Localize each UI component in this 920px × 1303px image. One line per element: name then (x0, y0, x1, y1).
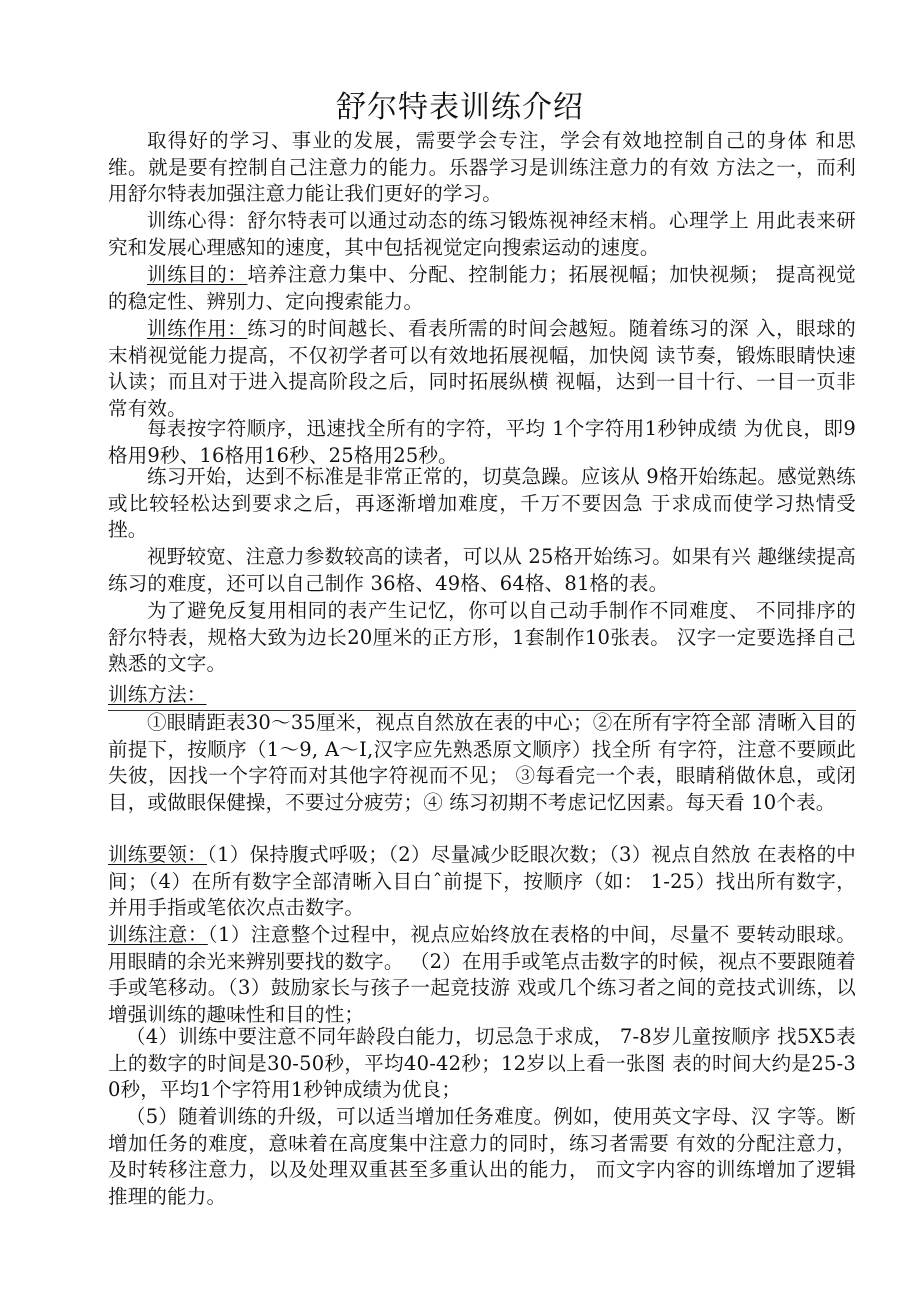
paragraph-intro: 取得好的学习、事业的发展，需要学会专注，学会有效地控制自己的身体 和思维。就是要有控制自己注意力的能力。乐器学习是训练注意力的有效 方法之一，而利用舒尔特表加强注意力能让我们更好的学习。 (108, 129, 856, 206)
effect-text: 练习的时间越长、看表所需的时间会越短。随着练习的深 入，眼球的末梢视觉能力提高，不仅初学者可以有效地拓展视幅，加快阅 读节奏，锻炼眼睛快速认读；而且对于进入提高阶段之后，同时拓展纵横 视幅，达到一目十行、一目一页非常有效。 (108, 317, 856, 420)
method-label: 训练方法： (108, 683, 207, 706)
paragraph-make: 为了避免反复用相同的表产生记忆，你可以自己动手制作不同难度、 不同排序的舒尔特表，规格大致为边长20厘米的正方形，1套制作10张表。 汉字一定要选择自己熟悉的文字。 (108, 599, 856, 676)
paragraph-advanced: 视野较宽、注意力参数较高的读者，可以从 25格开始练习。如果有兴 趣继续提高练习的难度，还可以自己制作 36格、49格、64格、81格的表。 (108, 545, 856, 595)
essentials-label: 训练要领： (108, 843, 208, 866)
effect-label: 训练作用： (147, 317, 248, 340)
essentials-text: （1）保持腹式呼吸；（2）尽量减少眨眼次数；（3）视点自然放 在表格的中间；（4）在所有数字全部清晰入目白ˆ前提下，按顺序（如： 1-25）找出所有数字，并用手指或笔依次点击数字。 (108, 843, 856, 920)
paragraph-notes (108, 922, 856, 1028)
page-title: 舒尔特表训练介绍 (336, 90, 584, 125)
paragraph-essentials (108, 842, 856, 922)
paragraph-method: ①眼睛距表30〜35厘米，视点自然放在表的中心；②在所有字符全部 清晰入目的前提下，按顺序（1〜9, A〜I,汉字应先熟悉原文顺序）找全所 有字符，注意不要顾此失彼，因找一个字符而对其他字符视而不见； ③每看完一个表，眼睛稍做休息，或闭目，或做眼保健操，不要过分疲劳；④ 练习初期不考虑记忆因素。每天看 10个表。 (108, 711, 856, 814)
paragraph-age: （4）训练中要注意不同年龄段白能力，切忌急于求成， 7-8岁儿童按顺序 找5X5表上的数字的时间是30-50秒，平均40-42秒；12岁以上看一张图 表的时间大约是25-30秒，平均1个字符用1秒钟成绩为优良； (108, 1025, 856, 1102)
notes-text: （1）注意整个过程中，视点应始终放在表格的中间，尽量不 要转动眼球。用眼睛的余光来辨别要找的数字。 （2）在用手或笔点击数字的时候，视点不要跟随着手或笔移动。（3）鼓励家长与孩子一起竞技游 戏或几个练习者之间的竞技式训练，以增强训练的趣味性和目的性； (108, 923, 856, 1026)
notes-label: 训练注意： (108, 923, 208, 946)
paragraph-experience: 训练心得：舒尔特表可以通过动态的练习锻炼视神经末梢。心理学上 用此表来研究和发展心理感知的速度，其中包括视觉定向搜索运动的速度。 (108, 209, 856, 259)
purpose-label: 训练目的： (147, 263, 248, 286)
method-heading (108, 682, 856, 709)
paragraph-difficulty: （5）随着训练的升级，可以适当增加任务难度。例如，使用英文字母、汉 字等。断增加任务的难度，意味着在高度集中注意力的同时，练习者需要 有效的分配注意力，及时转移注意力，以及处理双重甚至多重认出的能力， 而文字内容的训练增加了逻辑推理的能力。 (108, 1105, 856, 1208)
paragraph-standard: 每表按字符顺序，迅速找全所有的字符，平均 1个字符用1秒钟成绩 为优良，即9格用9秒、16格用16秒、25格用25秒。 (108, 417, 856, 467)
paragraph-purpose (108, 262, 856, 315)
paragraph-start: 练习开始，达到不标准是非常正常的，切莫急躁。应该从 9格开始练起。感觉熟练或比较轻松达到要求之后，再逐渐增加难度，千万不要因急 于求成而使学习热情受挫。 (108, 465, 856, 542)
paragraph-effect (108, 316, 856, 422)
purpose-text: 培养注意力集中、分配、控制能力；拓展视幅；加快视频； 提高视觉的稳定性、辨别力、定向搜索能力。 (108, 263, 856, 313)
